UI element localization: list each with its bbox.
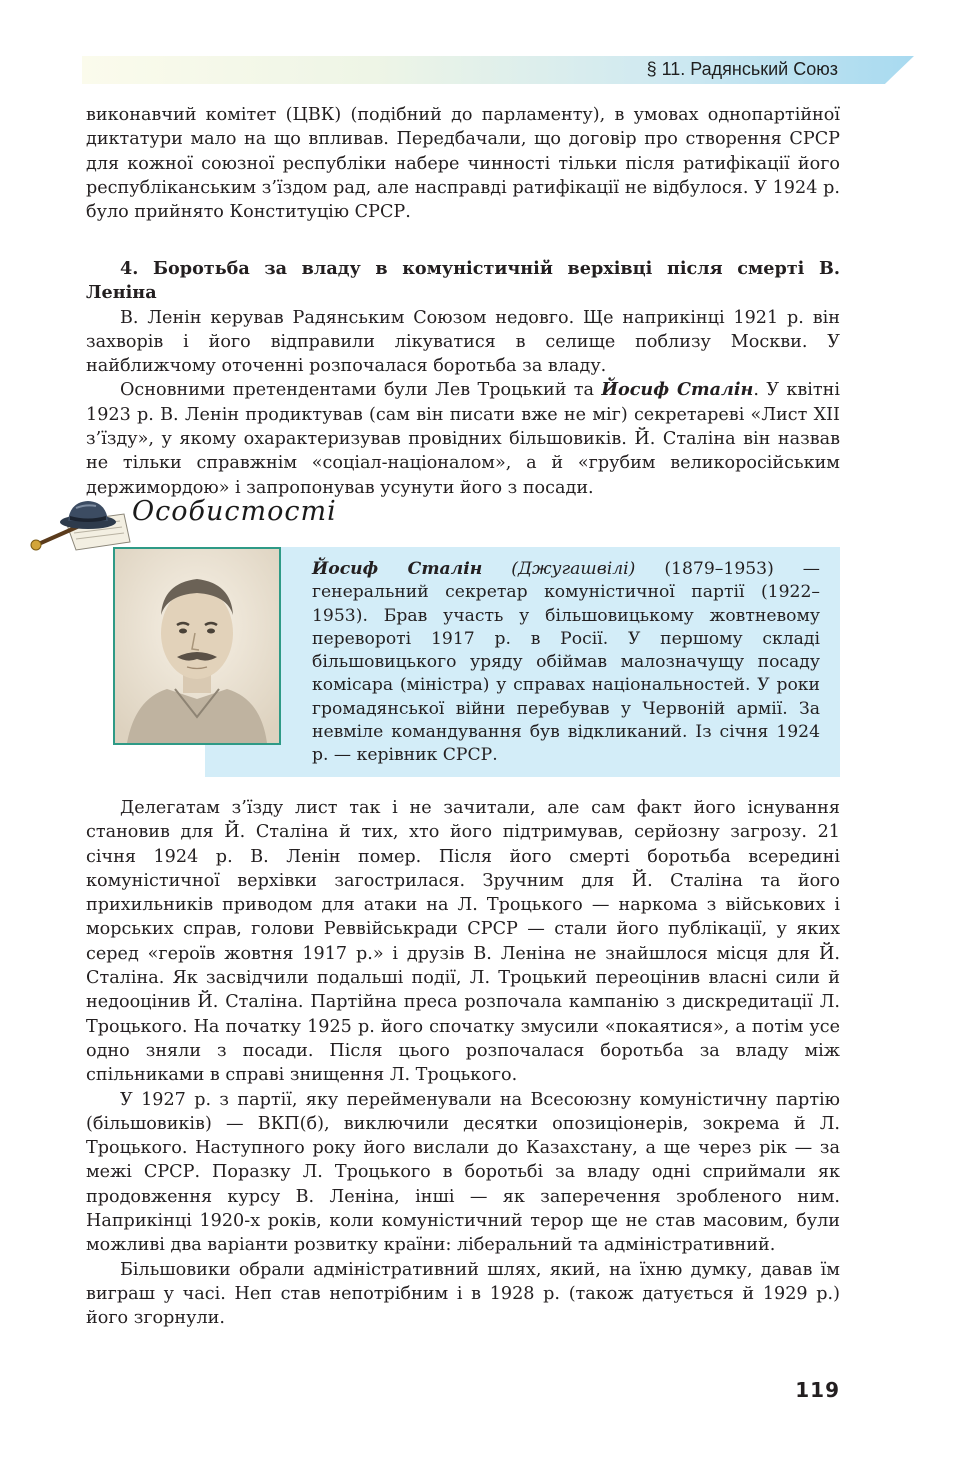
hat-cane-scroll-icon <box>26 494 136 554</box>
paragraph: Більшовики обрали адміністративний шлях, який, на їхню думку, давав їм виграш у часі. Неп став непотрібним і в 1928 р. (також датується й 1929 р.) його згорнули. <box>86 1259 840 1329</box>
intro-paragraph: виконавчий комітет (ЦВК) (подібний до парламенту), в умовах однопартійної диктатури мало на що впливав. Передбачали, що договір про створення СРСР для кожної союзної республіки набере чинності тільки після ратифікації його республіканським з’їздом рад, але насправді ратифікації не відбулося. У 1924 р. було прийнято Конституцію СРСР. <box>86 105 840 223</box>
paragraph: У 1927 р. з партії, яку перейменували на Всесоюзну комуністичну партію (більшовиків) — ВКП(б), виключили десятки опозиціонерів, зокрема й Л. Троцького. Наступного року його вислали до Казахстану, а ще через рік — за межі СРСР. Поразку Л. Троцького в боротьбі за владу одні сприймали як продовження курсу В. Леніна, інші — як заперечення зробленого ним. Наприкінці 1920-х років, коли комуністичний терор ще не став масовим, були можливі два варіанти розвитку країни: ліберальний та адміністративний. <box>86 1089 840 1256</box>
rubric-title: Особистості <box>132 496 337 527</box>
body-continuation <box>86 796 840 1331</box>
bio-text <box>312 558 820 768</box>
section-4 <box>86 257 840 500</box>
section-heading: 4. Боротьба за владу в комуністичній верхівці після смерті В. Леніна <box>86 258 840 304</box>
paragraph-text: . У квітні 1923 р. В. Ленін продиктував (сам він писати вже не міг) секретареві «Лист XII з’їзду», у якому охарактеризував провідних більшовиків. Й. Сталіна він назвав не тільки справжнім «соціал-націоналом», а й «грубим великоросійським держимордою» і запропонував усунути його з посади. <box>86 380 841 498</box>
portrait-image <box>113 547 281 745</box>
bio-alt-name: (Джугашвілі) <box>511 559 636 579</box>
paragraph: В. Ленін керував Радянським Союзом недовго. Ще наприкінці 1921 р. він захворів і його відправили лікуватися в селище поблизу Москви. У найближчому оточенні розпочалася боротьба за владу. <box>86 307 840 377</box>
page-number: 119 <box>795 1378 840 1402</box>
paragraph-text: Основними претендентами були Лев Троцький та <box>120 380 602 401</box>
person-name: Йосиф Сталін <box>601 379 754 401</box>
paragraph: Делегатам з’їзду лист так і не зачитали, але сам факт його існування становив для Й. Сталіна й тих, хто його підтримував, серйозну загрозу. 21 січня 1924 р. В. Ленін помер. Після його смерті боротьба всередині комуністичної верхівки загострилася. Зручним для Й. Сталіна та його прихильників приводом для атаки на Л. Троцького — наркома з військових і морських справ, голови Реввійськради СРСР — стали його публікації, у яких серед «героїв жовтня 1917 р.» і друзів В. Леніна не знайшлося місця для Й. Сталіна. Як засвідчили подальші події, Л. Троцький переоцінив власні сили й недооцінив Й. Сталіна. Партійна преса розпочала кампанію з дискредитації Л. Троцького. На початку 1925 р. його спочатку змусили «покаятися», а потім усе одно зняли з посади. Після цього розпочалася боротьба за владу між спільниками в справі знищення Л. Троцького. <box>86 798 840 1086</box>
paragraph <box>86 378 840 499</box>
bio-description: (1879–1953) — генеральний секретар комуністичної партії (1922–1953). Брав участь у більшовицькому жовтневому перевороті 1917 р. в Росії. У першому складі більшовицького уряду обіймав малозначущу посаду комісара (міністра) у справах національностей. У роки громадянської війни перебував у Червоній армії. За невміле командування був відкликаний. Із січня 1924 р. — керівник СРСР. <box>312 559 820 766</box>
intro-paragraph-block <box>86 103 840 224</box>
running-header-title: § 11. Радянський Союз <box>646 59 838 79</box>
bio-name: Йосиф Сталін <box>312 559 483 579</box>
